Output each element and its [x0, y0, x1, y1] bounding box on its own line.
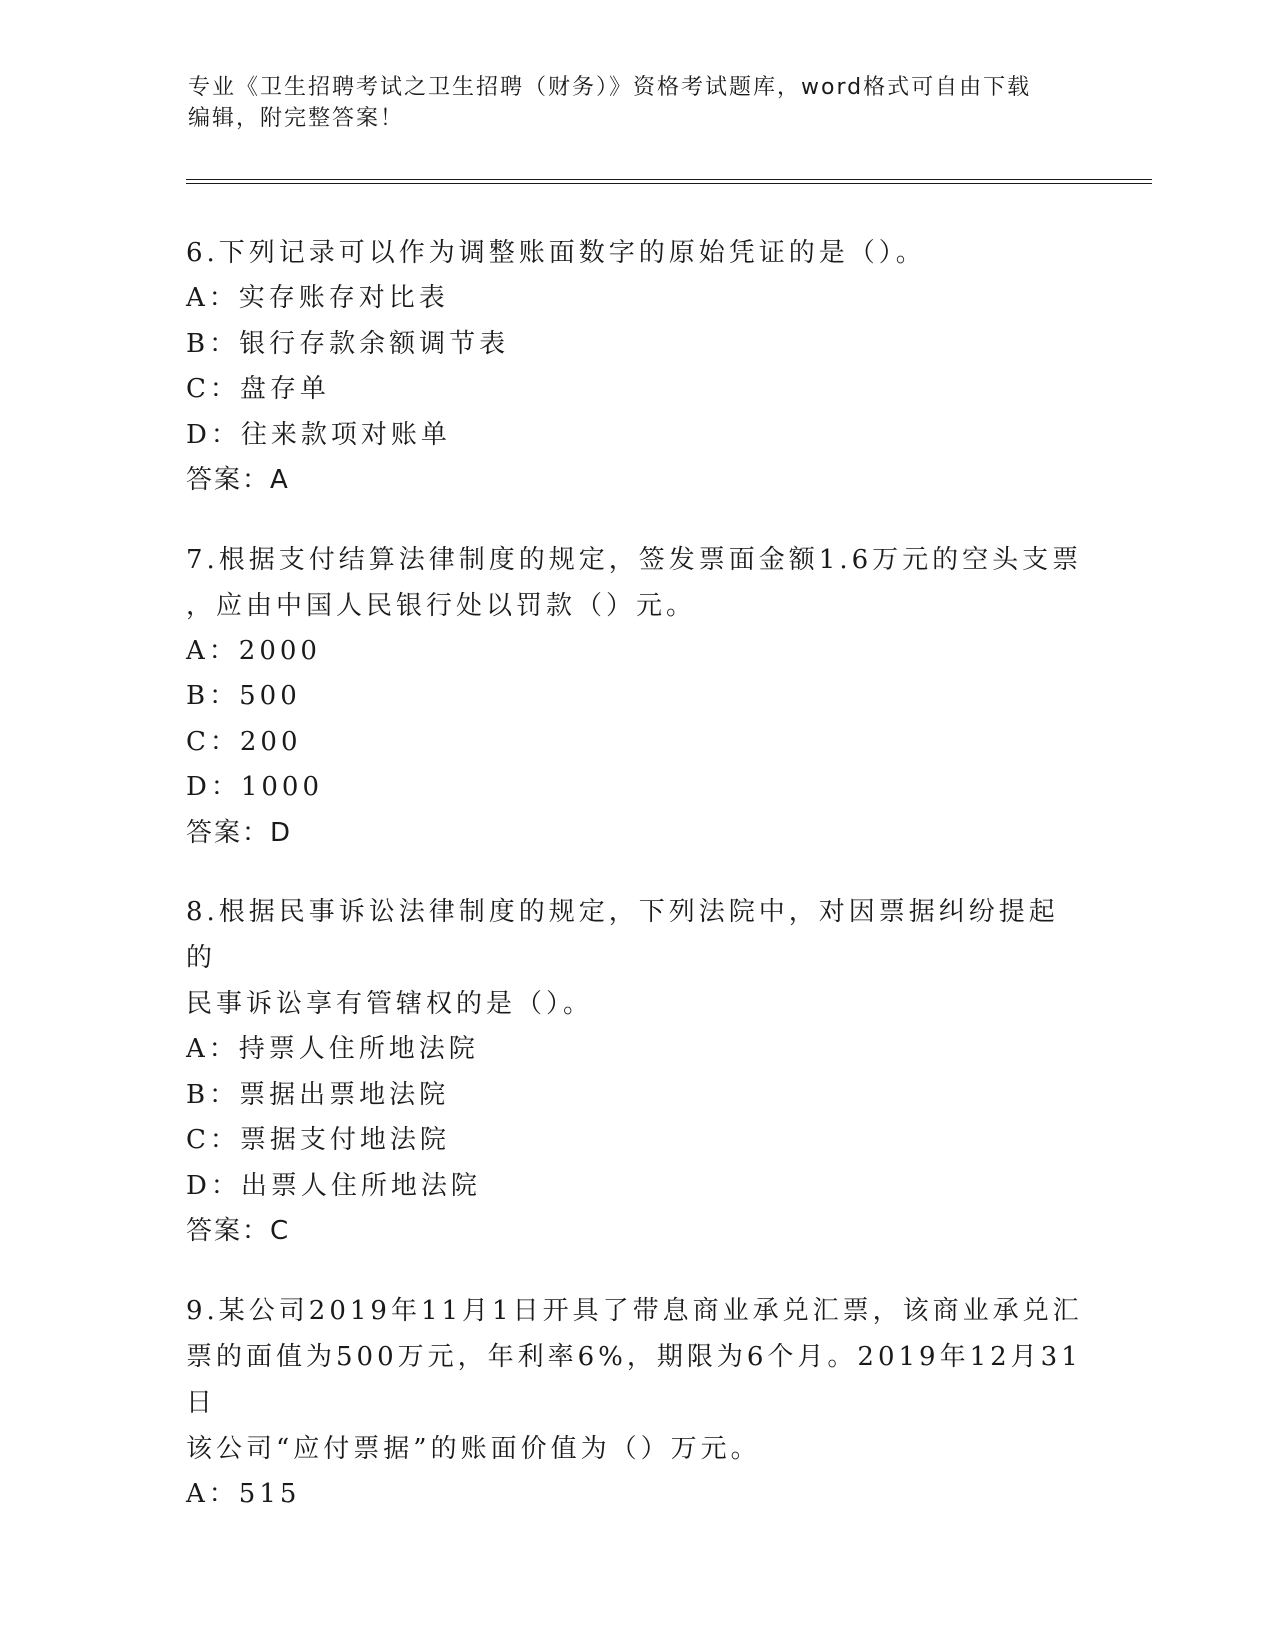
- option-c: C：盘存单: [186, 374, 330, 404]
- option-a: A：2000: [186, 635, 321, 666]
- header-divider-bottom: [186, 183, 1152, 184]
- option-c: C：票据支付地法院: [186, 1125, 450, 1155]
- question-stem: 6.下列记录可以作为调整账面数字的原始凭证的是（）。: [186, 238, 926, 268]
- question-list: [186, 230, 1086, 1550]
- option-b: B：银行存款余额调节表: [186, 328, 510, 359]
- option-b: B：票据出票地法院: [186, 1079, 450, 1110]
- question-7: [186, 537, 1086, 857]
- document-header: [188, 72, 1088, 134]
- option-d: D：1000: [186, 772, 324, 802]
- option-a: A：持票人住所地法院: [186, 1034, 479, 1064]
- answer: 答案：D: [186, 817, 293, 848]
- answer: 答案：A: [186, 465, 290, 495]
- option-c: C：200: [186, 726, 302, 757]
- question-stem-continued: 该公司“应付票据”的账面价值为（）万元。: [186, 1433, 761, 1464]
- answer: 答案：C: [186, 1216, 291, 1246]
- question-6: [186, 230, 1086, 504]
- header-divider-top: [186, 179, 1152, 180]
- header-line-1: 专业《卫生招聘考试之卫生招聘（财务）》资格考试题库，word格式可自由下载: [188, 75, 1032, 100]
- option-b: B：500: [186, 681, 301, 711]
- question-stem: 7.根据支付结算法律制度的规定，签发票面金额1.6万元的空头支票: [186, 544, 1083, 575]
- question-stem: 8.根据民事诉讼法律制度的规定，下列法院中，对因票据纠纷提起的: [186, 897, 1059, 973]
- question-stem-continued: 民事诉讼享有管辖权的是（）。: [186, 989, 594, 1019]
- option-d: D：往来款项对账单: [186, 419, 451, 450]
- question-9: [186, 1288, 1086, 1518]
- question-8: [186, 889, 1086, 1255]
- option-a: A：515: [186, 1478, 301, 1509]
- header-line-2: 编辑，附完整答案！: [188, 106, 405, 131]
- question-stem: 9.某公司2019年11月1日开具了带息商业承兑汇票，该商业承兑汇: [186, 1295, 1083, 1326]
- question-stem-continued: 票的面值为500万元，年利率6%，期限为6个月。2019年12月31日: [186, 1341, 1082, 1418]
- question-stem-continued: ，应由中国人民银行处以罚款（）元。: [186, 590, 697, 621]
- option-d: D：出票人住所地法院: [186, 1170, 481, 1201]
- option-a: A：实存账存对比表: [186, 283, 449, 313]
